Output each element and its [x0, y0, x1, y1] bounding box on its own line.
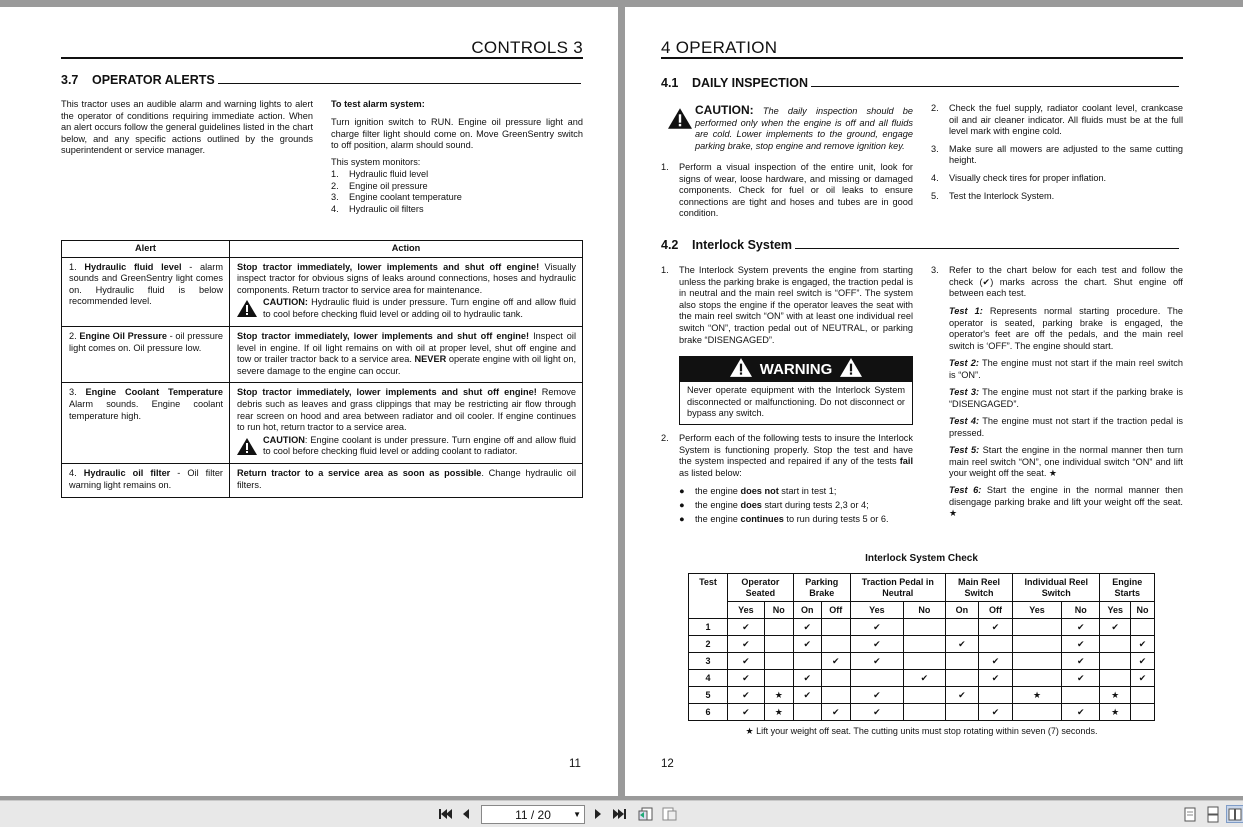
table-row: [62, 326, 583, 382]
check-cell: ✔: [1062, 619, 1100, 636]
check-cell: [1130, 687, 1154, 704]
table-row: [689, 687, 1155, 704]
check-chart-footnote: ★ Lift your weight off seat. The cutting units must stop rotating within seven (7) seconds.: [745, 726, 1098, 736]
section-rule: [795, 248, 1179, 249]
check-chart-title: Interlock System Check: [865, 553, 978, 564]
inspection-list-right: [931, 103, 1183, 202]
check-cell: [945, 670, 978, 687]
check-cell: ✔: [1130, 670, 1154, 687]
check-cell: ✔: [1130, 653, 1154, 670]
test-6: Test 6: Start the engine in the normal manner then disengage parking brake and lift your weight off the seat. ★: [949, 485, 1183, 519]
test-3: Test 3: The engine must not start if the parking brake is “DISENGAGED”.: [949, 387, 1183, 409]
check-cell: ✔: [821, 704, 850, 721]
check-cell: ✔: [850, 704, 903, 721]
section-heading: [61, 73, 581, 87]
action-cell: Stop tractor immediately, lower implements and shut off engine! Remove debris such as leaves and grass clippings that may be restricting air flow through rear screen on hood and area between radiator and oil cooler. If engine continues to run hot, return tractor to a service area. CAUTION: Engine coolant is under pressure. Turn engine off and allow fluid to cool before checking fluid level or adding coolant to radiator.: [230, 383, 583, 464]
check-cell: ✔: [1062, 670, 1100, 687]
action-cell: Return tractor to a service area as soon as possible. Change hydraulic oil filters.: [230, 464, 583, 497]
check-cell: ✔: [793, 619, 821, 636]
sub-header: No: [764, 602, 793, 619]
check-cell: [764, 636, 793, 653]
page-number: 11: [569, 758, 581, 770]
caution-note: CAUTION: Hydraulic fluid is under pressure. Turn engine off and allow fluid to cool before checking fluid level or adding oil to hydraulic tank.: [237, 297, 576, 321]
check-cell: ★: [1013, 687, 1062, 704]
sub-header: Off: [978, 602, 1012, 619]
monitors-label: This system monitors:: [331, 157, 421, 167]
test-5: Test 5: Start the engine in the normal manner then turn main reel switch “ON”, one individual switch “ON” and lift your weight off the seat. ★: [949, 445, 1183, 479]
section-number: 3.7: [61, 73, 79, 87]
list-item: 4. Hydraulic oil filters: [331, 203, 424, 214]
check-cell: [1100, 670, 1130, 687]
list-item: 2. Engine oil pressure: [331, 180, 428, 191]
sub-header: Yes: [728, 602, 765, 619]
check-cell: ✔: [1062, 704, 1100, 721]
table-row: [689, 636, 1155, 653]
check-cell: [821, 619, 850, 636]
check-cell: [1100, 653, 1130, 670]
check-cell: ✔: [850, 619, 903, 636]
section-title: Interlock System: [692, 238, 793, 252]
check-cell: ★: [764, 704, 793, 721]
header-rule: [61, 57, 583, 59]
check-cell: [764, 670, 793, 687]
right-page-header: 4 OPERATION: [661, 38, 778, 57]
sub-header: Off: [821, 602, 850, 619]
check-cell: ✔: [728, 704, 765, 721]
check-cell: [821, 670, 850, 687]
check-cell: [793, 704, 821, 721]
table-row: [689, 653, 1155, 670]
check-cell: ✔: [903, 670, 945, 687]
list-item: ● the engine does start during tests 2,3 or 4;: [679, 500, 869, 510]
check-cell: [1013, 619, 1062, 636]
left-page-header: CONTROLS 3: [471, 38, 583, 57]
alert-cell: 1. Hydraulic fluid level - alarm sounds and GreenSentry light comes on. Hydraulic fluid is below recommended level.: [62, 257, 230, 326]
list-item: 3. Make sure all mowers are adjusted to the same cutting height.: [931, 143, 1183, 166]
check-cell: [821, 636, 850, 653]
check-cell: [1130, 704, 1154, 721]
table-row: [62, 464, 583, 497]
interlock-check-table: [688, 573, 1155, 721]
list-item: ● the engine does not start in test 1;: [679, 486, 837, 496]
group-header: Individual Reel Switch: [1013, 574, 1100, 602]
check-cell: [978, 687, 1012, 704]
test-2: Test 2: The engine must not start if the main reel switch is “ON”.: [949, 358, 1183, 380]
test-alarm-heading: To test alarm system:: [331, 99, 425, 109]
warning-box: [679, 356, 913, 425]
test-number-cell: 6: [689, 704, 728, 721]
table-row: [62, 257, 583, 326]
test-number-cell: 4: [689, 670, 728, 687]
next-page-icon[interactable]: [589, 805, 607, 823]
section-heading-interlock: 4.2 Interlock System: [661, 238, 1179, 252]
check-cell: ✔: [978, 653, 1012, 670]
inspection-list-left: [661, 162, 913, 220]
action-cell: Stop tractor immediately, lower implements and shut off engine! Inspect oil level in engine. If oil light remains on with oil at proper level, shut off engine and tow or trailer tractor back to a service area. NEVER operate engine with oil light on, severe damage to the engine can occur.: [230, 326, 583, 382]
check-cell: [1062, 687, 1100, 704]
warning-triangle-icon: [840, 358, 862, 381]
check-cell: ✔: [1062, 636, 1100, 653]
header-rule: [661, 57, 1183, 59]
caution-note: CAUTION: The daily inspection should be performed only when the engine is off and all fluids are cold. Lower implements to the ground, engage parking brake, stop engine and remove ignition key.: [668, 105, 913, 152]
sub-header: Yes: [1100, 602, 1130, 619]
check-cell: ✔: [821, 653, 850, 670]
check-cell: [945, 704, 978, 721]
alert-cell: 3. Engine Coolant Temperature Alarm sounds. Engine coolant temperature high.: [62, 383, 230, 464]
check-cell: [903, 653, 945, 670]
check-cell: [1013, 670, 1062, 687]
table-header-action: Action: [230, 241, 583, 258]
continuous-view-icon[interactable]: [1204, 805, 1222, 823]
pdf-toolbar: [0, 800, 1243, 827]
last-page-icon[interactable]: [611, 805, 629, 823]
warning-triangle-icon: [237, 297, 263, 321]
sub-header: Yes: [1013, 602, 1062, 619]
check-cell: ✔: [945, 687, 978, 704]
warning-text: Never operate equipment with the Interlock System disconnected or malfunctioning. Do not disconnect or bypass any switch.: [687, 385, 905, 419]
interlock-item-2: 2. Perform each of the following tests to insure the Interlock System is functioning properly. Stop the test and have the system inspected and repaired if any of the tests fail as listed below:: [661, 433, 913, 478]
sub-header: On: [945, 602, 978, 619]
list-item: 3. Engine coolant temperature: [331, 192, 462, 203]
check-cell: [1013, 704, 1062, 721]
group-header: Operator Seated: [728, 574, 794, 602]
check-cell: ✔: [1130, 636, 1154, 653]
check-cell: ✔: [1100, 619, 1130, 636]
check-cell: ✔: [728, 670, 765, 687]
check-cell: [903, 704, 945, 721]
table-row: [689, 670, 1155, 687]
sub-header: On: [793, 602, 821, 619]
test-4: Test 4: The engine must not start if the traction pedal is pressed.: [949, 416, 1183, 438]
check-cell: ✔: [850, 687, 903, 704]
check-cell: [793, 653, 821, 670]
check-cell: ✔: [728, 636, 765, 653]
section-title: DAILY INSPECTION: [692, 76, 808, 90]
alerts-intro: This tractor uses an audible alarm and warning lights to alert the operator of conditions requiring immediate action. When an alert occurs follow the general guidelines listed in the chart below, and any specific actions outlined by the grounds superintendent or service manager.: [61, 99, 313, 156]
go-back-icon[interactable]: [637, 805, 655, 823]
table-row: [689, 704, 1155, 721]
check-cell: [945, 619, 978, 636]
interlock-item-1: 1. The Interlock System prevents the engine from starting unless the parking brake is engaged, the traction pedal is in neutral and the main reel switch is “OFF”. The system also stops the engine if the operator leaves the seat with the main reel switch “ON” with at least one individual reel switch “ON”, traction pedal out of NEUTRAL, or parking brake “DISENGAGED”.: [661, 265, 913, 345]
check-cell: ✔: [728, 653, 765, 670]
test-number-cell: 2: [689, 636, 728, 653]
test-column-header: Test: [689, 574, 728, 619]
list-item: 5. Test the Interlock System.: [931, 190, 1055, 201]
test-1: Test 1: Represents normal starting procedure. The operator is seated, parking brake is engaged, the operator's feet are off the pedals, and the main reel switch is ‘OFF”. The engine should start.: [949, 306, 1184, 351]
monitors-list: [331, 169, 583, 215]
check-cell: [1130, 619, 1154, 636]
single-page-view-icon[interactable]: [1181, 805, 1199, 823]
chevron-down-icon: ▼: [573, 810, 581, 819]
list-item: 2. Check the fuel supply, radiator coolant level, crankcase oil and air cleaner indicator. All fluids must be at the full level mark with engine cold.: [931, 103, 1183, 137]
section-rule: [218, 83, 581, 84]
list-item: 1. Hydraulic fluid level: [331, 169, 429, 179]
check-cell: ★: [1100, 704, 1130, 721]
action-cell: Stop tractor immediately, lower implements and shut off engine! Visually inspect tractor for obvious signs of leaks around connections, hoses and hydraulic components. Return tractor to service area for maintenance. CAUTION: Hydraulic fluid is under pressure. Turn engine off and allow fluid to cool before checking fluid level or adding oil to hydraulic tank.: [230, 257, 583, 326]
check-cell: ✔: [793, 687, 821, 704]
check-cell: [1013, 653, 1062, 670]
warning-triangle-icon: [237, 435, 263, 459]
interlock-item-3: 3. Refer to the chart below for each test and follow the check (✔) marks across the chart. Shut engine off between each test.: [931, 265, 1183, 299]
check-cell: [945, 653, 978, 670]
list-item: ● the engine continues to run during tests 5 or 6.: [679, 514, 889, 524]
test-number-cell: 3: [689, 653, 728, 670]
check-cell: ★: [1100, 687, 1130, 704]
page-number: 12: [661, 758, 674, 770]
check-cell: ✔: [978, 704, 1012, 721]
check-cell: [764, 653, 793, 670]
test-number-cell: 5: [689, 687, 728, 704]
warning-title: WARNING: [759, 361, 833, 378]
check-cell: [850, 670, 903, 687]
warning-header: [680, 357, 912, 382]
check-cell: ★: [764, 687, 793, 704]
check-cell: ✔: [945, 636, 978, 653]
check-cell: [903, 619, 945, 636]
warning-triangle-icon: [668, 105, 695, 152]
sub-header: No: [1062, 602, 1100, 619]
section-heading-daily-inspection: 4.1 DAILY INSPECTION: [661, 76, 1179, 90]
check-cell: ✔: [728, 619, 765, 636]
sub-header: No: [1130, 602, 1154, 619]
list-item: 1. Perform a visual inspection of the entire unit, look for signs of wear, loose hardware, and missing or damaged components. Check for fuel or oil leaks to ensure connections are tight and hoses and tubes are in good condition.: [661, 162, 913, 219]
check-cell: ✔: [728, 687, 765, 704]
alert-cell: 2. Engine Oil Pressure - oil pressure light comes on. Oil pressure low.: [62, 326, 230, 382]
test-alarm-body: Turn ignition switch to RUN. Engine oil pressure light and charge filter light should come on. Move GreenSentry switch to off position, alarm should sound.: [331, 117, 583, 151]
check-cell: [1013, 636, 1062, 653]
group-header: Parking Brake: [793, 574, 850, 602]
list-item: 4. Visually check tires for proper inflation.: [931, 172, 1107, 183]
alerts-table: [61, 240, 583, 498]
check-cell: ✔: [850, 653, 903, 670]
alert-cell: 4. Hydraulic oil filter - Oil filter warning light remains on.: [62, 464, 230, 497]
first-page-icon[interactable]: [436, 805, 454, 823]
check-cell: [903, 636, 945, 653]
caution-note: CAUTION: Engine coolant is under pressure. Turn engine off and allow fluid to cool before checking fluid level or adding coolant to radiator.: [237, 435, 576, 459]
check-cell: [764, 619, 793, 636]
group-header: Engine Starts: [1100, 574, 1155, 602]
check-cell: [1100, 636, 1130, 653]
check-cell: ✔: [793, 636, 821, 653]
check-cell: ✔: [850, 636, 903, 653]
group-header: Main Reel Switch: [945, 574, 1012, 602]
check-cell: [978, 636, 1012, 653]
section-rule: [811, 86, 1179, 87]
sub-header: No: [903, 602, 945, 619]
sub-header: Yes: [850, 602, 903, 619]
check-cell: ✔: [978, 619, 1012, 636]
left-page: [0, 7, 618, 796]
table-row: [62, 383, 583, 464]
section-title: OPERATOR ALERTS: [92, 73, 215, 87]
group-header: Traction Pedal in Neutral: [850, 574, 945, 602]
check-cell: [821, 687, 850, 704]
test-number-cell: 1: [689, 619, 728, 636]
table-header-alert: Alert: [62, 241, 230, 258]
prev-page-icon[interactable]: [457, 805, 475, 823]
two-page-view-icon[interactable]: [1226, 805, 1243, 823]
table-row: [689, 619, 1155, 636]
check-cell: [903, 687, 945, 704]
warning-triangle-icon: [730, 358, 752, 381]
go-forward-icon[interactable]: [660, 805, 678, 823]
check-cell: ✔: [793, 670, 821, 687]
check-cell: ✔: [1062, 653, 1100, 670]
page-number-select[interactable]: 11 / 20 ▼: [481, 805, 585, 824]
check-cell: ✔: [978, 670, 1012, 687]
